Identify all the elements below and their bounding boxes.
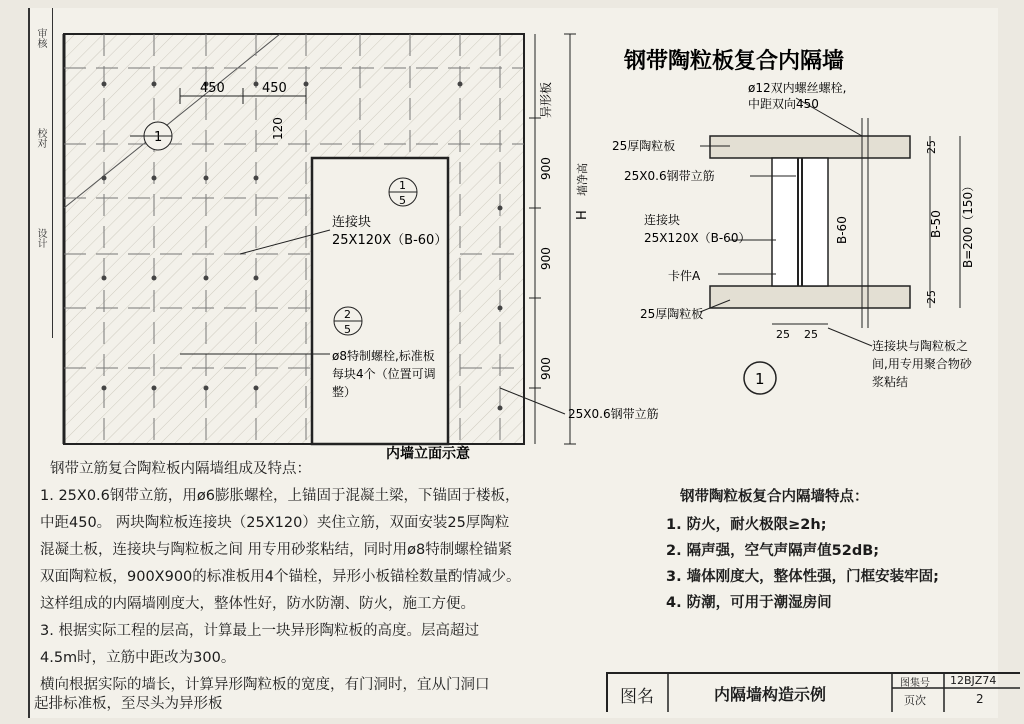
dim-h: H: [575, 210, 590, 220]
sec-note-3: 浆粘结: [872, 375, 909, 389]
sec-bolt-1: ø12双内螺丝螺栓,: [748, 81, 847, 95]
dim-25-a: 25: [776, 328, 790, 341]
dim-120: 120: [271, 117, 285, 140]
elev-block-size: 25X120X（B-60）: [332, 233, 448, 248]
dim-b200: B=200（150）: [961, 179, 975, 268]
feature-item: 2. 隔声强，空气声隔声值52dB;: [666, 543, 880, 559]
dim-h-desc: 墙净高: [576, 163, 589, 196]
dim-25-bottom: 25: [925, 290, 938, 304]
section-callout-num: 1: [755, 370, 765, 388]
section-detail: [600, 28, 998, 448]
dim-900-2: 900: [539, 247, 553, 270]
dim-900-1: 900: [539, 157, 553, 180]
sec-block-2: 25X120X（B-60）: [644, 231, 751, 245]
feature-item: 3. 墙体刚度大，整体性强，门框安装牢固;: [666, 569, 939, 585]
connector-block: [772, 158, 828, 286]
sec-top-board: 25厚陶粒板: [612, 139, 676, 153]
atlas-label: 图集号: [900, 678, 930, 689]
note-line: 中距450。 两块陶粒板连接块（25X120）夹住立筋，双面安装25厚陶粒: [40, 515, 510, 531]
elev-block-label: 连接块: [332, 215, 372, 230]
callout-1-5-num: 1: [399, 179, 406, 192]
elev-bolt-3: 整）: [332, 385, 357, 399]
elev-bolt-1: ø8特制螺栓,标准板: [332, 349, 435, 363]
title-block-label: 图名: [620, 687, 654, 707]
features-title: 钢带陶粒板复合内隔墙特点：: [680, 489, 869, 505]
notes-heading: 钢带立筋复合陶粒板内隔墙组成及特点：: [50, 461, 311, 477]
elevation-caption: 内墙立面示意: [386, 446, 470, 462]
note-line: 这样组成的内隔墙刚度大，整体性好，防水防潮、防火，施工方便。: [40, 596, 475, 612]
top-panel-label: 异形板: [539, 81, 553, 118]
callout-1-5-den: 5: [399, 194, 406, 207]
note-line: 横向根据实际的墙长，计算异形陶粒板的宽度，有门洞时，宜从门洞口: [40, 677, 490, 693]
section-title: 钢带陶粒板复合内隔墙: [624, 49, 845, 74]
page-number: 2: [976, 692, 984, 706]
note-line: 3. 根据实际工程的层高，计算最上一块异形陶粒板的高度。层高超过: [40, 623, 479, 639]
bottom-ceramsite-board: [710, 286, 910, 308]
note-line: 4.5m时，立筋中距改为300。: [40, 650, 236, 666]
title-block: [606, 672, 1020, 712]
dim-450-right: 450: [262, 81, 287, 96]
dim-b50: B-50: [929, 210, 943, 238]
feature-item: 1. 防火，耐火极限≥2h;: [666, 517, 827, 533]
approval-label: 审核: [35, 28, 46, 48]
feature-item: 4. 防潮，可用于潮湿房间: [666, 595, 832, 611]
callout-1-num: 1: [154, 130, 163, 145]
note-line: 双面陶粒板，900X900的标准板用4个锚栓，异形小板锚栓数量酌情减少。: [40, 569, 521, 585]
top-ceramsite-board: [710, 136, 910, 158]
sec-note-2: 间,用专用聚合物砂: [872, 357, 972, 371]
sec-clip: 卡件A: [668, 269, 701, 283]
page-label: 页次: [904, 694, 926, 707]
dim-b60: B-60: [835, 216, 849, 244]
door-opening: [312, 158, 448, 444]
approval-label: 设计: [35, 228, 46, 248]
dim-25-b: 25: [804, 328, 818, 341]
sec-bottom-board: 25厚陶粒板: [640, 307, 704, 321]
note-line: 混凝土板，连接块与陶粒板之间 用专用砂浆粘结，同时用ø8特制螺栓锚紧: [40, 542, 513, 558]
sec-bolt-2: 中距双向450: [748, 97, 819, 111]
sec-block-1: 连接块: [644, 213, 681, 227]
approval-label: 校对: [35, 128, 46, 148]
drawing-sheet: [28, 8, 998, 718]
drawing-name: 内隔墙构造示例: [714, 685, 827, 704]
elev-bolt-2: 每块4个（位置可调: [332, 367, 436, 381]
atlas-number: 12BJZ74: [950, 674, 997, 687]
dim-450-left: 450: [200, 81, 225, 96]
elev-stud-label: 25X0.6钢带立筋: [568, 407, 659, 421]
dim-900-3: 900: [539, 357, 553, 380]
callout-2-5-den: 5: [344, 323, 351, 336]
sec-note-1: 连接块与陶粒板之: [872, 339, 969, 353]
dim-25-top: 25: [925, 140, 938, 154]
note-line: 起排标准板，至尽头为异形板: [34, 696, 223, 712]
note-line: 1. 25X0.6钢带立筋，用ø6膨胀螺栓，上锚固于混凝土梁，下锚固于楼板，: [40, 488, 520, 504]
sec-stud: 25X0.6钢带立筋: [624, 169, 715, 183]
callout-2-5-num: 2: [344, 308, 351, 321]
